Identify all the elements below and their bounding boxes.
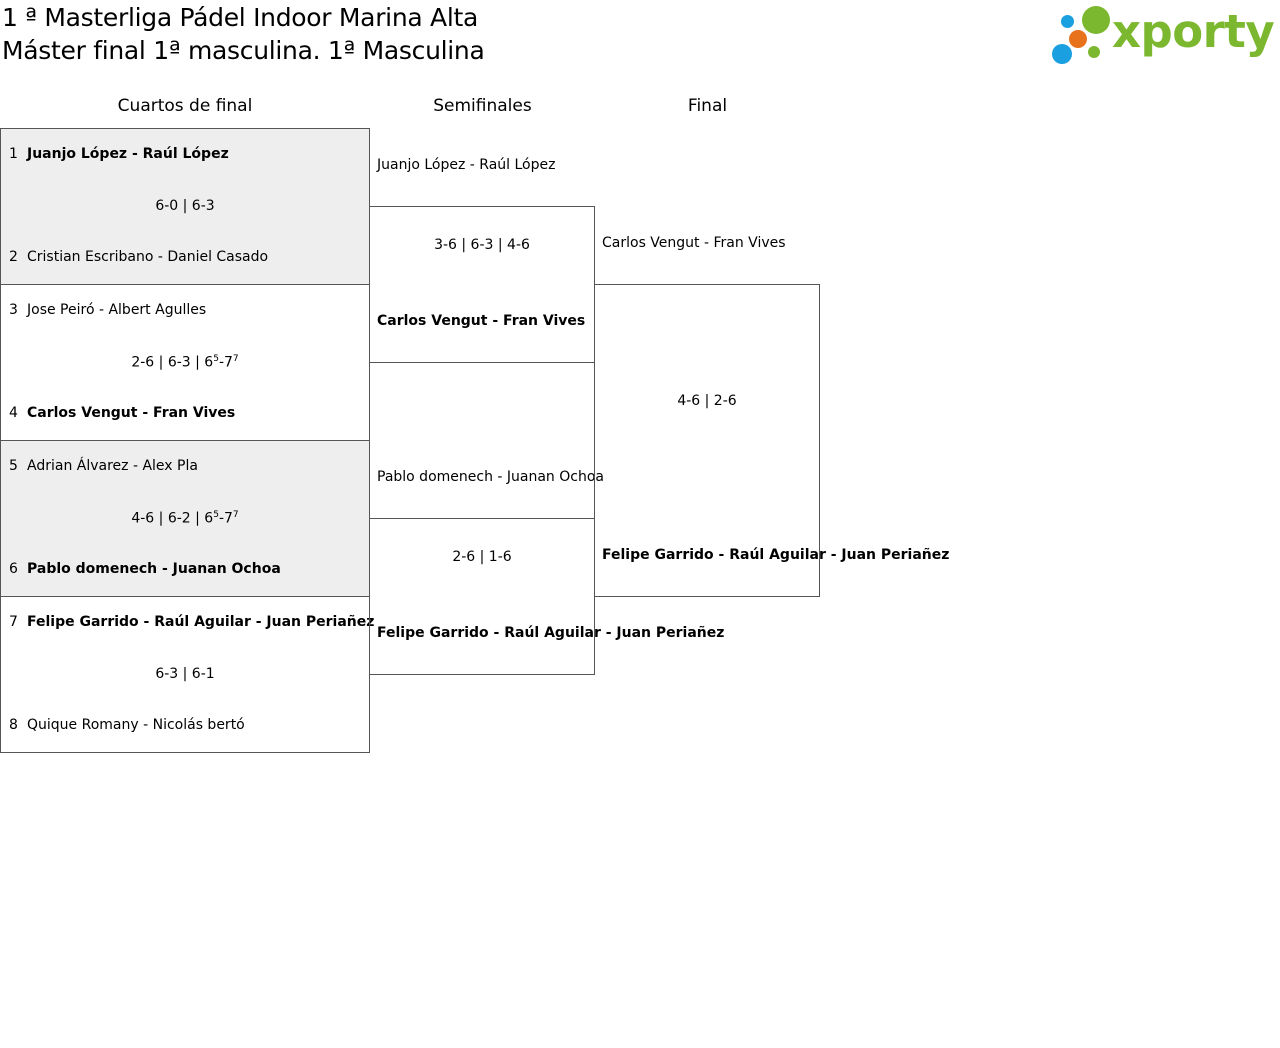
semifinal-match-2[interactable] [369,518,725,675]
seed-number: 6 [9,561,18,577]
final-team-b[interactable]: Felipe Garrido - Raúl Aguilar - Juan Periañez [602,547,950,563]
logo-dot-orange-icon [1069,30,1087,48]
logo-dot-blue-icon [1052,44,1072,64]
team-row-8[interactable] [9,717,245,733]
team-row-5[interactable] [9,458,198,474]
semifinal-1-team-a[interactable]: Juanjo López - Raúl López [377,157,556,173]
team-name[interactable]: Carlos Vengut - Fran Vives [27,405,236,421]
logo-dot-blue-small-icon [1061,15,1074,28]
match-score: 3-6 | 6-3 | 4-6 [434,237,530,253]
team-name[interactable]: Quique Romany - Nicolás bertó [27,717,245,733]
logo-wordmark: xporty [1112,5,1275,58]
match-score: 2-6 | 1-6 [452,549,512,565]
xporty-logo[interactable] [1050,4,1276,68]
semifinal-2-team-a[interactable]: Pablo domenech - Juanan Ochoa [377,469,604,485]
team-name[interactable]: Adrian Álvarez - Alex Pla [27,458,198,474]
quarterfinal-match-2[interactable] [0,284,370,441]
team-name[interactable]: Pablo domenech - Juanan Ochoa [27,561,281,577]
final-team-a[interactable]: Carlos Vengut - Fran Vives [602,235,786,251]
seed-number: 5 [9,458,18,474]
team-row-3[interactable] [9,302,206,318]
team-row-2[interactable] [9,249,268,265]
round-header-quarterfinals: Cuartos de final [117,96,253,116]
seed-number: 2 [9,249,18,265]
team-name[interactable]: Jose Peiró - Albert Agulles [27,302,207,318]
semifinal-match-1[interactable] [369,206,595,363]
quarterfinal-match-1[interactable] [0,128,370,285]
quarterfinal-match-4[interactable] [0,596,375,753]
seed-number: 3 [9,302,18,318]
match-score: 6-0 | 6-3 [155,198,215,214]
seed-number: 4 [9,405,18,421]
team-name[interactable]: Cristian Escribano - Daniel Casado [27,249,269,265]
team-row-4[interactable] [9,405,235,421]
logo-dot-green-small-icon [1088,46,1100,58]
seed-number: 7 [9,614,18,630]
match-score: 4-6 | 2-6 [677,393,737,409]
team-row-1[interactable] [9,146,229,162]
draw-title: Máster final 1ª masculina. 1ª Masculina [2,36,485,65]
quarterfinal-match-3[interactable] [0,440,370,597]
seed-number: 1 [9,146,18,162]
match-score: 6-3 | 6-1 [155,666,215,682]
logo-dot-green-icon [1082,6,1110,34]
team-row-6[interactable] [9,561,281,577]
round-header-final: Final [687,96,728,116]
round-header-semifinals: Semifinales [433,96,532,116]
match-score: 2-6 | 6-3 | $6^5-7^7$ [131,354,239,371]
semifinal-2-team-b[interactable]: Felipe Garrido - Raúl Aguilar - Juan Periañez [377,625,725,641]
team-name[interactable]: Juanjo López - Raúl López [27,146,229,162]
match-score: 4-6 | 6-2 | $6^5-7^7$ [131,510,239,527]
seed-number: 8 [9,717,18,733]
semifinal-1-team-b[interactable]: Carlos Vengut - Fran Vives [377,313,586,329]
team-name[interactable]: Felipe Garrido - Raúl Aguilar - Juan Periañez [27,614,375,630]
tournament-title: 1 ª Masterliga Pádel Indoor Marina Alta [2,3,478,32]
team-row-7[interactable] [9,614,374,630]
